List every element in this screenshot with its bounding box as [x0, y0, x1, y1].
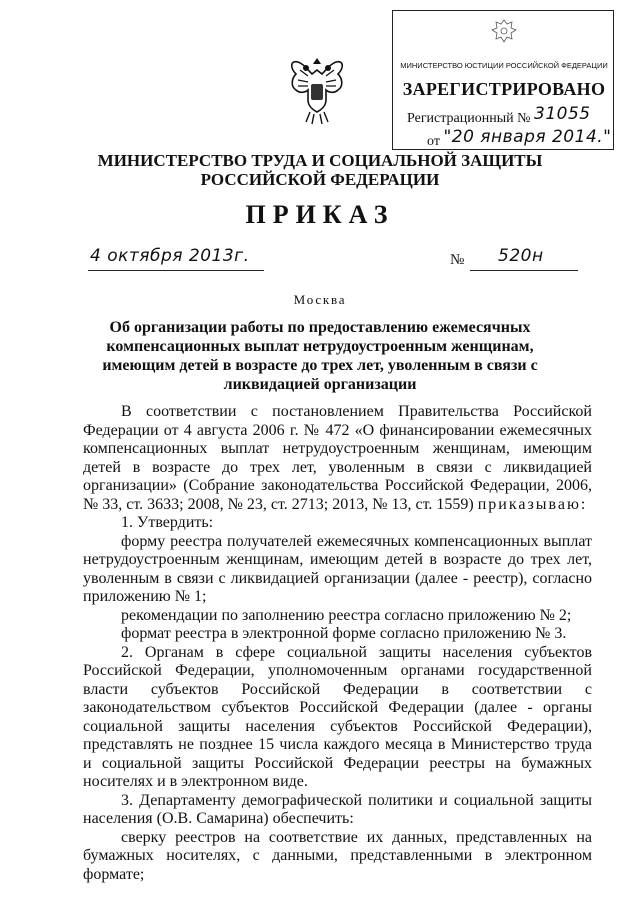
heading-line2: компенсационных выплат нетрудоустроенным женщинам, — [106, 338, 534, 355]
paragraph-item-3-check: сверку реестров на соответствие их данных, представленных на бумажных носителях, с данными, представленными в электронном формате; — [83, 828, 592, 883]
stamp-registered-label: ЗАРЕГИСТРИРОВАНО — [402, 79, 606, 99]
number-sign: № — [450, 252, 465, 268]
stamp-emblem-icon — [489, 16, 519, 46]
order-word: приказываю: — [477, 495, 588, 513]
paragraph-item-2: 2. Органам в сфере социальной защиты населения субъектов Российской Федерации, уполномоченным органами государственной власти субъектов Российской Федерации в соответствии с законодательством субъектов Российской Федерации (далее - органы социальной защиты населения субъектов Российской Федерации), представлять не позднее 15 числа каждого месяца в Министерство труда и социальной защиты Российской Федерации реестры на бумажных носителях и в электронном виде. — [83, 643, 592, 790]
stamp-date-label: от — [427, 134, 440, 149]
stamp-ministry-name: МИНИСТЕРСТВО ЮСТИЦИИ РОССИЙСКОЙ ФЕДЕРАЦИИ — [400, 61, 608, 70]
coat-of-arms-icon — [288, 56, 346, 126]
registration-stamp — [392, 10, 614, 150]
paragraph-item-1-form: форму реестра получателей ежемесячных компенсационных выплат нетрудоустроенным женщинам, имеющим детей в возрасте до трех лет, уволенным в связи с ликвидацией организации (далее - реестр), согласно приложению № 1; — [83, 532, 592, 605]
heading-line1: Об организации работы по предоставлению ежемесячных — [109, 319, 531, 336]
ministry-title-line1: МИНИСТЕРСТВО ТРУДА И СОЦИАЛЬНОЙ ЗАЩИТЫ — [97, 151, 543, 170]
ministry-title-line2: РОССИЙСКОЙ ФЕДЕРАЦИИ — [200, 170, 440, 189]
ministry-title — [90, 151, 550, 189]
stamp-reg-label: Регистрационный № — [407, 111, 531, 126]
heading-line3: имеющим детей в возрасте до трех лет, уволенным в связи с — [102, 357, 538, 374]
preamble-text: В соответствии с постановлением Правительства Российской Федерации от 4 августа 2006 г. № 472 «О финансировании ежемесячных компенсационных выплат нетрудоустроенным женщинам, имеющим детей в возрасте до трех лет, уволенным в связи с ликвидацией организации» (Собрание законодательства Российской Федерации, 2006, № 33, ст. 3633; 2008, № 23, ст. 2713; 2013, № 13, ст. 1559) — [83, 403, 592, 513]
heading-line4: ликвидацией организации — [223, 376, 417, 393]
order-date: 4 октября 2013г. — [90, 246, 250, 266]
order-number-field — [470, 248, 578, 271]
document-body — [83, 403, 592, 884]
paragraph-preamble — [83, 403, 592, 514]
paragraph-item-1-recommendations: рекомендации по заполнению реестра согласно приложению № 2; — [121, 606, 572, 624]
stamp-date-line — [427, 127, 612, 150]
paragraph-item-1-format: формат реестра в электронной форме согласно приложению № 3. — [121, 625, 567, 642]
paragraph-item-3: 3. Департаменту демографической политики и социальной защиты населения (О.В. Самарина) обеспечить: — [83, 791, 592, 827]
stamp-reg-number: 31055 — [534, 104, 591, 124]
city: Москва — [293, 292, 347, 307]
order-title: ПРИКАЗ — [245, 200, 395, 229]
paragraph-item-1: 1. Утвердить: — [121, 514, 214, 531]
stamp-reg-line — [407, 104, 591, 127]
stamp-date-value: "20 января 2014." — [443, 127, 612, 147]
document-heading — [100, 318, 540, 394]
order-date-field — [88, 248, 264, 271]
order-number: 520н — [498, 246, 544, 266]
